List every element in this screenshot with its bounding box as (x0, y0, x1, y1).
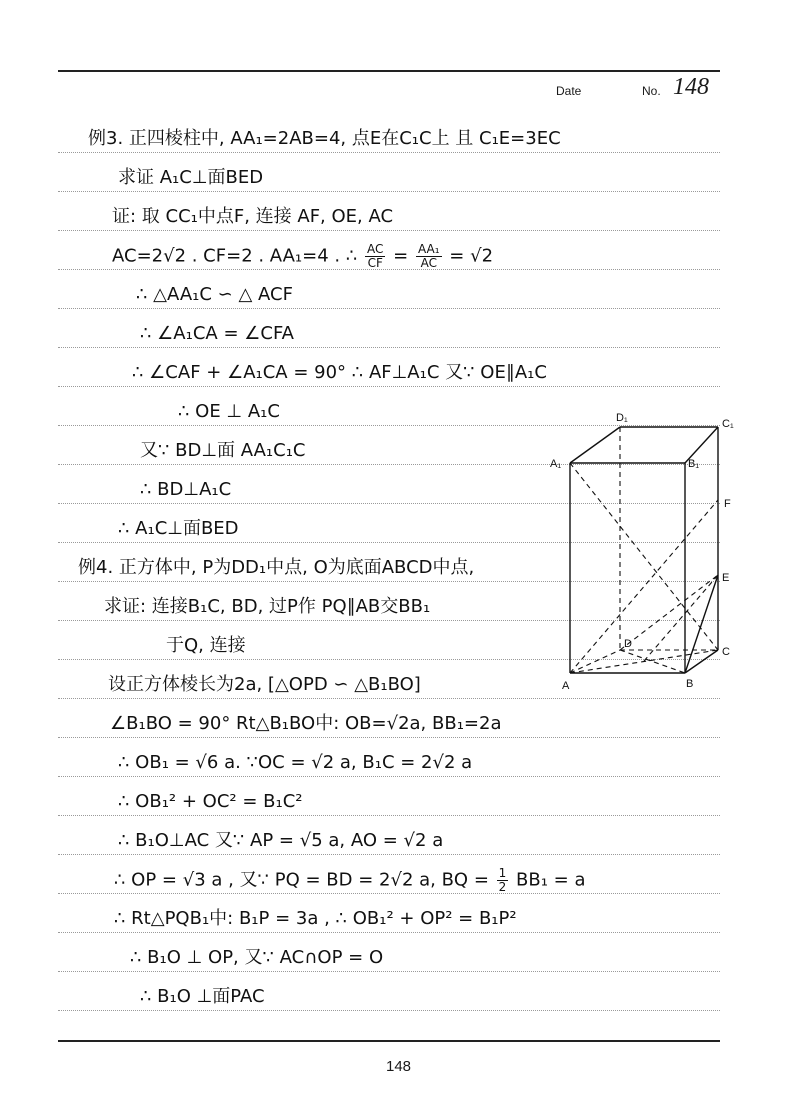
vertex-label-f: F (724, 498, 731, 510)
segment-o-e (644, 575, 718, 661)
edge-b-c (685, 650, 718, 673)
note-line-12: 例4. 正方体中, P为DD₁中点, O为底面ABCD中点, (78, 557, 475, 578)
edge-a-d-hidden (570, 650, 620, 673)
fraction-denominator: CF (367, 256, 383, 270)
note-line-7: ∴ ∠CAF + ∠A₁CA = 90° ∴ AF⊥A₁C 又∵ OE∥A₁C (132, 362, 547, 383)
edge-a1-d1 (570, 427, 620, 463)
note-line-22: ∴ B₁O ⊥ OP, 又∵ AC∩OP = O (130, 947, 384, 968)
fraction-denominator: 2 (498, 880, 507, 894)
fraction-numerator: AC (367, 242, 384, 256)
fraction-numerator: 1 (498, 866, 507, 880)
diagonal-d-b (620, 650, 685, 673)
note-line-19: ∴ B₁O⊥AC 又∵ AP = √5 a, AO = √2 a (118, 830, 444, 851)
ruled-line (58, 191, 720, 192)
fraction-ac-over-cf (365, 243, 385, 270)
page-no-value: 148 (673, 74, 709, 100)
fraction-one-half (497, 867, 509, 894)
diagonal-a-c (570, 650, 718, 673)
vertex-label-e: E (722, 572, 730, 584)
diagonal-a1-c (570, 463, 718, 650)
fraction-aa1-over-ac (416, 243, 442, 270)
note-line-17: ∴ OB₁ = √6 a. ∵OC = √2 a, B₁C = 2√2 a (118, 752, 473, 773)
note-line-20-text: ∴ OP = √3 a , 又∵ PQ = BD = 2√2 a, BQ = (114, 869, 495, 891)
equals-sign: = (393, 245, 409, 267)
note-line-5: ∴ △AA₁C ∽ △ ACF (136, 284, 293, 305)
prism-figure (540, 405, 750, 700)
segment-b-e (685, 575, 718, 673)
bq-tail: BB₁ = a (516, 869, 586, 891)
ruled-line (58, 230, 720, 231)
vertex-label-d: D (624, 638, 632, 650)
note-line-4-text: AC=2√2 . CF=2 . AA₁=4 . ∴ (112, 245, 358, 267)
ruled-line (58, 776, 720, 777)
footer-rule (58, 1040, 720, 1042)
ruled-line (58, 152, 720, 153)
vertex-label-c1: C₁ (722, 418, 734, 430)
ruled-line (58, 854, 720, 855)
header-rule (58, 70, 720, 72)
note-line-10: ∴ BD⊥A₁C (140, 479, 232, 500)
note-line-13: 求证: 连接B₁C, BD, 过P作 PQ∥AB交BB₁ (104, 596, 431, 617)
vertex-label-b: B (686, 678, 694, 690)
ruled-line (58, 932, 720, 933)
ruled-line (58, 971, 720, 972)
vertex-label-b1: B₁ (688, 458, 700, 470)
note-line-14: 于Q, 连接 (166, 635, 246, 656)
note-line-1: 例3. 正四棱柱中, AA₁=2AB=4, 点E在C₁C上 且 C₁E=3EC (88, 128, 561, 149)
note-line-4 (112, 243, 493, 270)
note-line-21: ∴ Rt△PQB₁中: B₁P = 3a , ∴ OB₁² + OP² = B₁P² (114, 908, 517, 929)
note-line-18: ∴ OB₁² + OC² = B₁C² (118, 791, 303, 812)
vertex-label-a1: A₁ (550, 458, 562, 470)
segment-d-e (620, 575, 718, 650)
note-line-9: 又∵ BD⊥面 AA₁C₁C (140, 440, 306, 461)
note-line-23: ∴ B₁O ⊥面PAC (140, 986, 265, 1007)
date-label: Date (556, 84, 582, 98)
vertex-label-a: A (562, 680, 570, 692)
fraction-denominator: AC (420, 256, 437, 270)
segment-a-f (570, 500, 718, 673)
note-line-16: ∠B₁BO = 90° Rt△B₁BO中: OB=√2a, BB₁=2a (110, 713, 502, 734)
vertex-label-c: C (722, 646, 730, 658)
ruled-line (58, 386, 720, 387)
note-line-2: 求证 A₁C⊥面BED (118, 167, 264, 188)
note-line-15: 设正方体棱长为2a, [△OPD ∽ △B₁BO] (108, 674, 421, 695)
ruled-line (58, 737, 720, 738)
ruled-line (58, 1010, 720, 1011)
note-line-11: ∴ A₁C⊥面BED (118, 518, 239, 539)
note-line-20 (114, 867, 585, 894)
fraction-numerator: AA₁ (418, 242, 440, 256)
note-line-6: ∴ ∠A₁CA = ∠CFA (140, 323, 294, 344)
ruled-line (58, 347, 720, 348)
ruled-line (58, 815, 720, 816)
no-label: No. (642, 84, 661, 98)
vertex-label-d1: D₁ (616, 412, 628, 424)
ruled-line (58, 308, 720, 309)
page-number: 148 (386, 1058, 412, 1075)
note-line-3: 证: 取 CC₁中点F, 连接 AF, OE, AC (112, 206, 394, 227)
equals-root-two: = √2 (449, 245, 494, 267)
note-line-8: ∴ OE ⊥ A₁C (178, 401, 280, 422)
